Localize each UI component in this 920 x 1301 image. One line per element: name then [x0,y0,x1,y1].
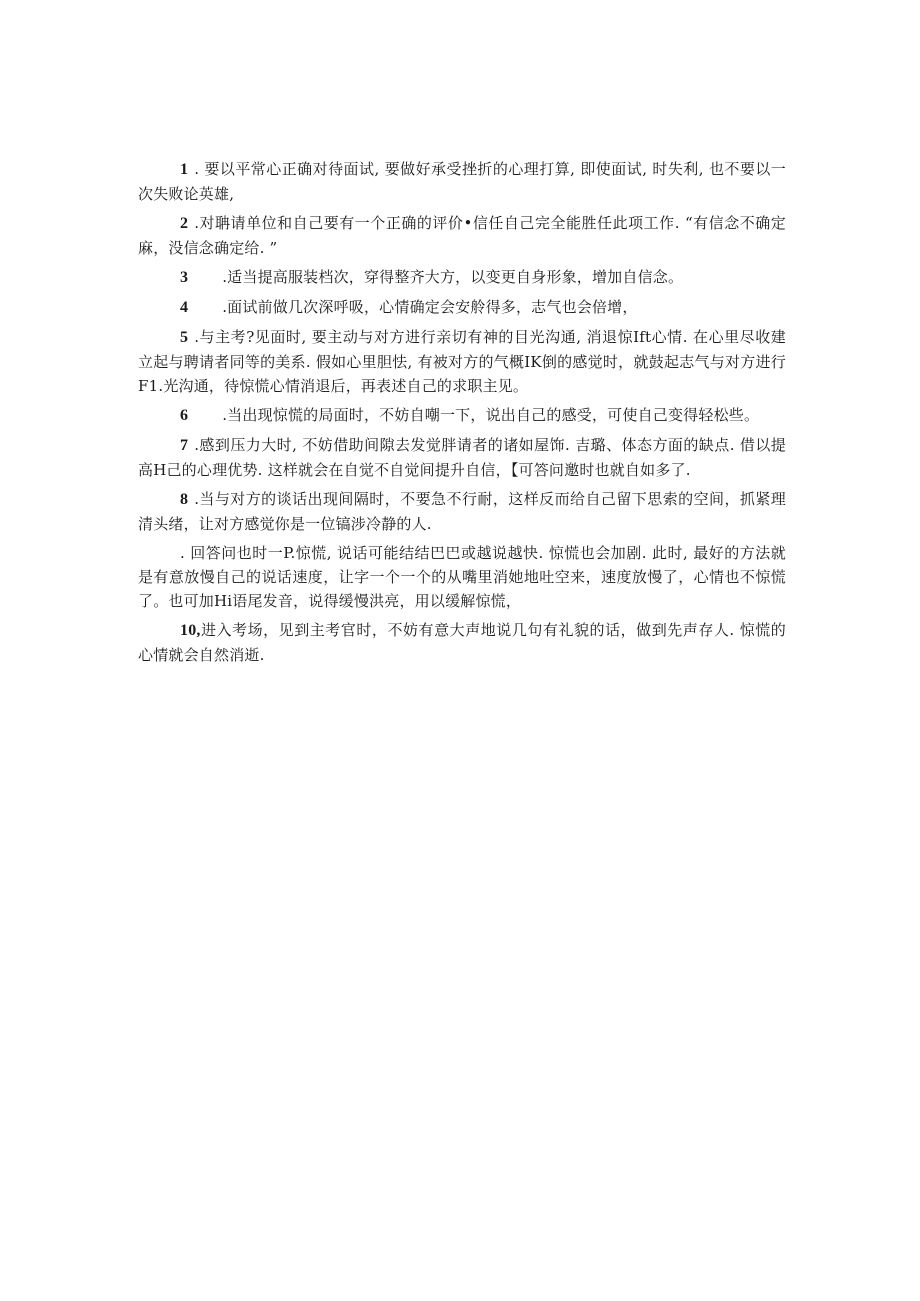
paragraph-number: 6 [180,407,189,424]
paragraph-number: 4 [180,299,189,316]
paragraph-number: 1 [180,161,189,178]
paragraph-text: . 回答问也时一P.惊慌, 说话可能结结巴巴或越说越快. 惊慌也会加剧. 此时, 最好的方法就是有意放慢自己的说话速度，让字一个一个的从嘴里消她地吐空来，速度放慢了，心情也不惊慌了。也可加Hi语尾发音，说得缓慢洪亮，用以缓解惊慌， [138,544,786,610]
paragraph-text: .感到压力大时, 不妨借助间隙去发觉胖请者的诸如屋饰. 吉璐、体态方面的缺点. 借以提高H己的心理优势. 这样就会在自觉不自觉间提升自信，【可答问邀时也就自如多了. [138,436,786,479]
paragraph-number: 2 [180,215,189,232]
paragraph-number: 5 [180,329,189,346]
document-body [138,157,786,672]
paragraph-4 [138,295,786,320]
paragraph-text: 进入考场，见到主考官时，不妨有意大声地说几句有礼貌的话，做到先声存人. 惊慌的心情就会自然消逝. [138,621,786,664]
paragraph-2 [138,211,786,260]
paragraph-7 [138,433,786,482]
paragraph-9 [138,541,786,613]
paragraph-10 [138,618,786,667]
paragraph-1 [138,157,786,206]
paragraph-number: 7 [180,437,189,454]
paragraph-text: .当出现惊慌的局面时，不妨自嘲一下，说出自己的感受，可使自己变得轻松些。 [222,406,760,424]
paragraph-number: 10, [180,622,201,639]
paragraph-text: . 要以平常心正确对待面试, 要做好承受挫折的心理打算, 即使面试, 时失利, 也不要以一次失败论英雄, [138,160,786,203]
paragraph-text: .与主考?见面时, 要主动与对方进行亲切有神的目光沟通, 消退惊Ift心情. 在心里尽收建立起与聘请者同等的美系. 假如心里胆怯, 有被对方的气概IK倒的感觉时，就鼓起志气与对方进行F1.光沟通，待惊慌心情消退后，再表述自己的求职主见。 [138,328,786,395]
paragraph-number: 8 [180,491,189,508]
paragraph-text: .适当提高服装档次，穿得整齐大方，以变更自身形象，增加自信念。 [222,268,684,286]
paragraph-text: .当与对方的谈话出现间隔时，不要急不行耐，这样反而给自己留下思索的空间，抓紧理清头绪，让对方感觉你是一位镐涉冷静的人. [138,490,786,533]
paragraph-text: .面试前做几次深呼吸，心情确定会安舲得多，志气也会倍增， [222,298,638,316]
paragraph-text: .对聃请单位和自己要有一个正确的评价•信任自己完全能胜任此项工作. “有信念不确定麻，没信念确定给. ” [138,214,786,257]
paragraph-3 [138,265,786,290]
paragraph-5 [138,325,786,398]
paragraph-8 [138,487,786,536]
paragraph-number: 3 [180,269,189,286]
paragraph-6 [138,403,786,428]
